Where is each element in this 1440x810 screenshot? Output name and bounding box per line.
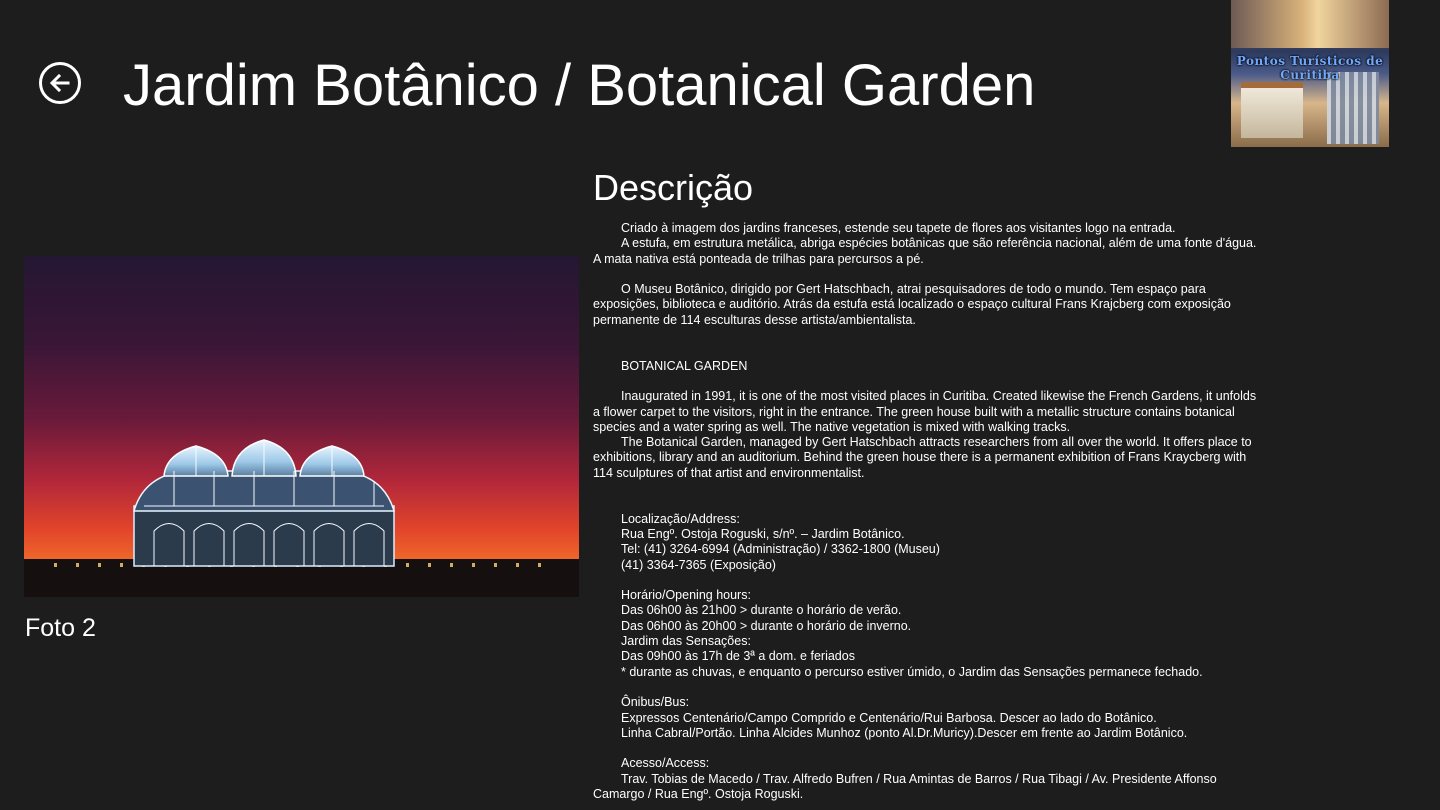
pt-paragraph: A estufa, em estrutura metálica, abriga espécies botânicas que são referência nacional, além de uma fonte d'água. A mata nativa está ponteada de trilhas para percursos a pé. bbox=[593, 236, 1257, 266]
hours-line: Das 06h00 às 20h00 > durante o horário de inverno. bbox=[621, 618, 912, 633]
hours-label: Horário/Opening hours: bbox=[621, 588, 751, 603]
greenhouse-image bbox=[124, 436, 404, 568]
garden-photo bbox=[24, 256, 579, 597]
address-line: (41) 3364-7365 (Exposição) bbox=[621, 557, 776, 572]
access-label: Acesso/Access: bbox=[621, 756, 710, 771]
description-heading: Descrição bbox=[593, 167, 754, 208]
bus-line: Expressos Centenário/Campo Comprido e Centenário/Rui Barbosa. Descer ao lado do Botânico. bbox=[621, 710, 1157, 725]
back-arrow-icon bbox=[48, 71, 72, 95]
photo-caption: Foto 2 bbox=[25, 614, 96, 642]
en-paragraph: Inaugurated in 1991, it is one of the most visited places in Curitiba. Created likewise the French Gardens, it unfolds a flower carpet to the visitors, right in the entrance. The green house built with a metallic structure contains botanical species and a water spring as well. The native vegetation is mixed with walking tracks. bbox=[593, 389, 1257, 434]
bus-line: Linha Cabral/Portão. Linha Alcides Munhoz (ponto Al.Dr.Muricy).Descer em frente ao Jardim Botânico. bbox=[621, 725, 1188, 740]
back-button[interactable] bbox=[39, 62, 81, 104]
address-label: Localização/Address: bbox=[621, 511, 740, 526]
logo-building-image bbox=[1241, 82, 1303, 138]
bus-label: Ônibus/Bus: bbox=[621, 695, 690, 710]
logo-sky-image bbox=[1231, 0, 1389, 48]
hours-line: * durante as chuvas, e enquanto o percurso estiver úmido, o Jardim das Sensações permanece fechado. bbox=[621, 664, 1203, 679]
logo-arcade-image bbox=[1327, 72, 1379, 144]
logo-text: Pontos Turísticos de Curitiba bbox=[1236, 54, 1384, 82]
address-line: Tel: (41) 3264-6994 (Administração) / 3362-1800 (Museu) bbox=[621, 542, 940, 557]
en-paragraph: The Botanical Garden, managed by Gert Hatschbach attracts researchers from all over the world. It offers place to exhibitions, library and an auditorium. Behind the green house there is a permanent exhibition of Frans Kraycberg with 114 sculptures of that artist and environmentalist. bbox=[593, 435, 1252, 480]
page-title: Jardim Botânico / Botanical Garden bbox=[123, 53, 1036, 118]
hours-line: Jardim das Sensações: bbox=[621, 634, 751, 649]
pt-paragraph: Criado à imagem dos jardins franceses, estende seu tapete de flores aos visitantes logo na entrada. bbox=[621, 221, 1176, 235]
app-logo bbox=[1231, 0, 1389, 147]
description-text bbox=[593, 221, 1261, 802]
en-heading: BOTANICAL GARDEN bbox=[621, 358, 748, 373]
pt-paragraph: O Museu Botânico, dirigido por Gert Hatschbach, atrai pesquisadores de todo o mundo. Tem espaço para exposições, biblioteca e auditório. Atrás da estufa está localizado o espaço cultural Frans Krajcberg com exposição permanente de 114 esculturas desse artista/ambientalista. bbox=[593, 282, 1231, 327]
access-line: Trav. Tobias de Macedo / Trav. Alfredo Bufren / Rua Amintas de Barros / Rua Tibagi / Av. Presidente Affonso Camargo / Rua Engº. Ostoja Roguski. bbox=[593, 771, 1217, 801]
address-line: Rua Engº. Ostoja Roguski, s/nº. – Jardim Botânico. bbox=[621, 526, 905, 541]
hours-line: Das 06h00 às 21h00 > durante o horário de verão. bbox=[621, 603, 902, 618]
hours-line: Das 09h00 às 17h de 3ª a dom. e feriados bbox=[621, 649, 855, 664]
